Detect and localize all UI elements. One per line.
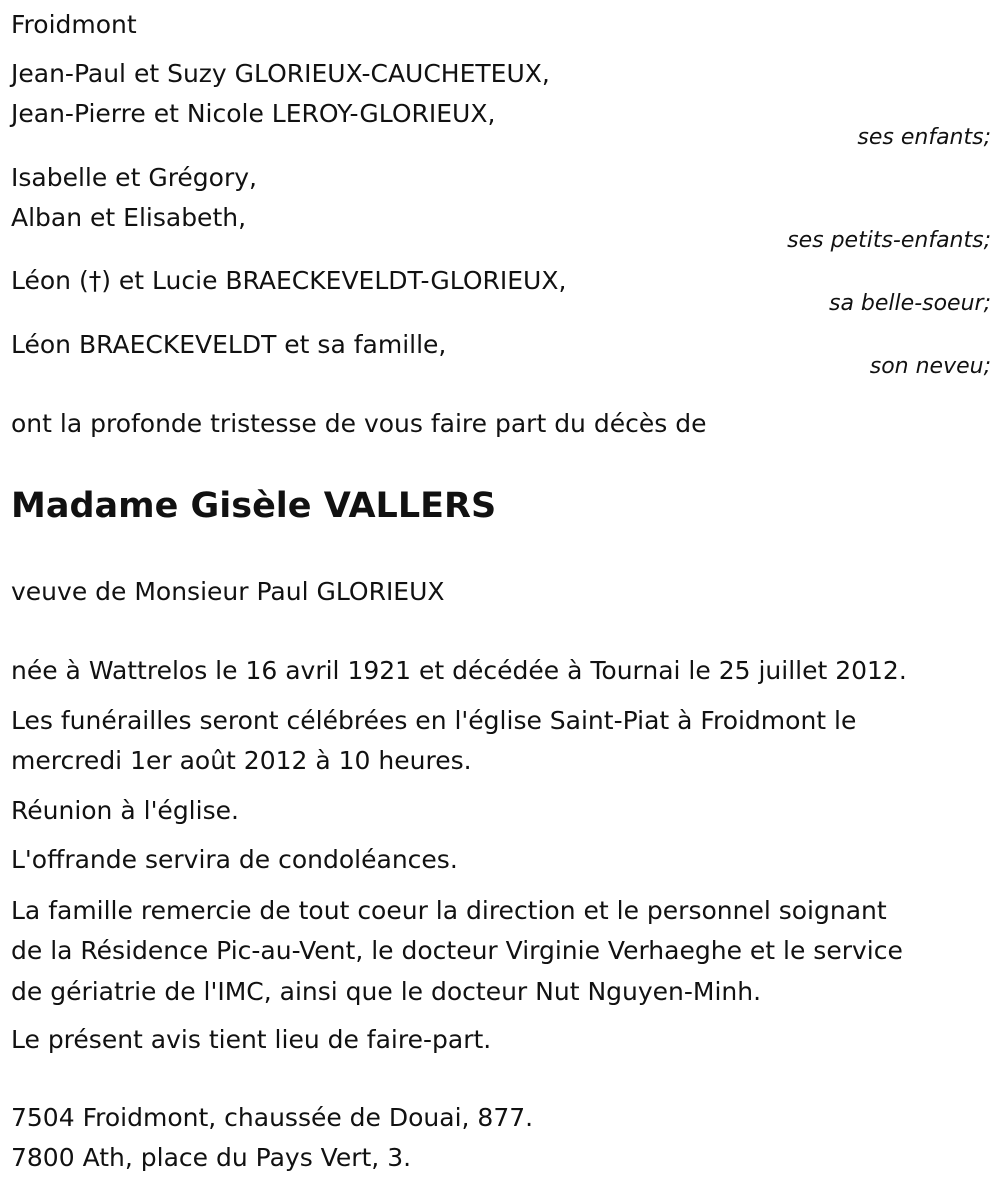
- birth-death: née à Wattrelos le 16 avril 1921 et décédée à Tournai le 25 juillet 2012.: [11, 656, 907, 685]
- widow-of: veuve de Monsieur Paul GLORIEUX: [11, 577, 445, 606]
- locality: Froidmont: [11, 10, 137, 39]
- notice: Le présent avis tient lieu de faire-part.: [11, 1025, 492, 1054]
- grandchildren-line-1: Isabelle et Grégory,: [11, 163, 257, 192]
- role-sister-in-law: sa belle-soeur;: [829, 291, 991, 316]
- role-grandchildren: ses petits-enfants;: [787, 228, 991, 253]
- meeting: Réunion à l'église.: [11, 796, 239, 825]
- thanks-line-2: de la Résidence Pic-au-Vent, le docteur Virginie Verhaeghe et le service: [11, 936, 903, 965]
- funeral-line-2: mercredi 1er août 2012 à 10 heures.: [11, 746, 472, 775]
- announcement: ont la profonde tristesse de vous faire part du décès de: [11, 409, 707, 438]
- children-line-1: Jean-Paul et Suzy GLORIEUX-CAUCHETEUX,: [11, 59, 550, 88]
- nephew-line: Léon BRAECKEVELDT et sa famille,: [11, 330, 447, 359]
- role-nephew: son neveu;: [869, 354, 991, 379]
- sister-in-law-line: Léon (†) et Lucie BRAECKEVELDT-GLORIEUX,: [11, 266, 567, 295]
- role-children: ses enfants;: [857, 125, 991, 150]
- children-line-2: Jean-Pierre et Nicole LEROY-GLORIEUX,: [11, 99, 496, 128]
- thanks-line-3: de gériatrie de l'IMC, ainsi que le docteur Nut Nguyen-Minh.: [11, 977, 762, 1006]
- address-1: 7504 Froidmont, chaussée de Douai, 877.: [11, 1103, 534, 1132]
- thanks-line-1: La famille remercie de tout coeur la direction et le personnel soignant: [11, 896, 887, 925]
- grandchildren-line-2: Alban et Elisabeth,: [11, 203, 247, 232]
- deceased-name: Madame Gisèle VALLERS: [11, 486, 497, 526]
- address-2: 7800 Ath, place du Pays Vert, 3.: [11, 1143, 412, 1172]
- funeral-line-1: Les funérailles seront célébrées en l'église Saint-Piat à Froidmont le: [11, 706, 857, 735]
- offering: L'offrande servira de condoléances.: [11, 845, 458, 874]
